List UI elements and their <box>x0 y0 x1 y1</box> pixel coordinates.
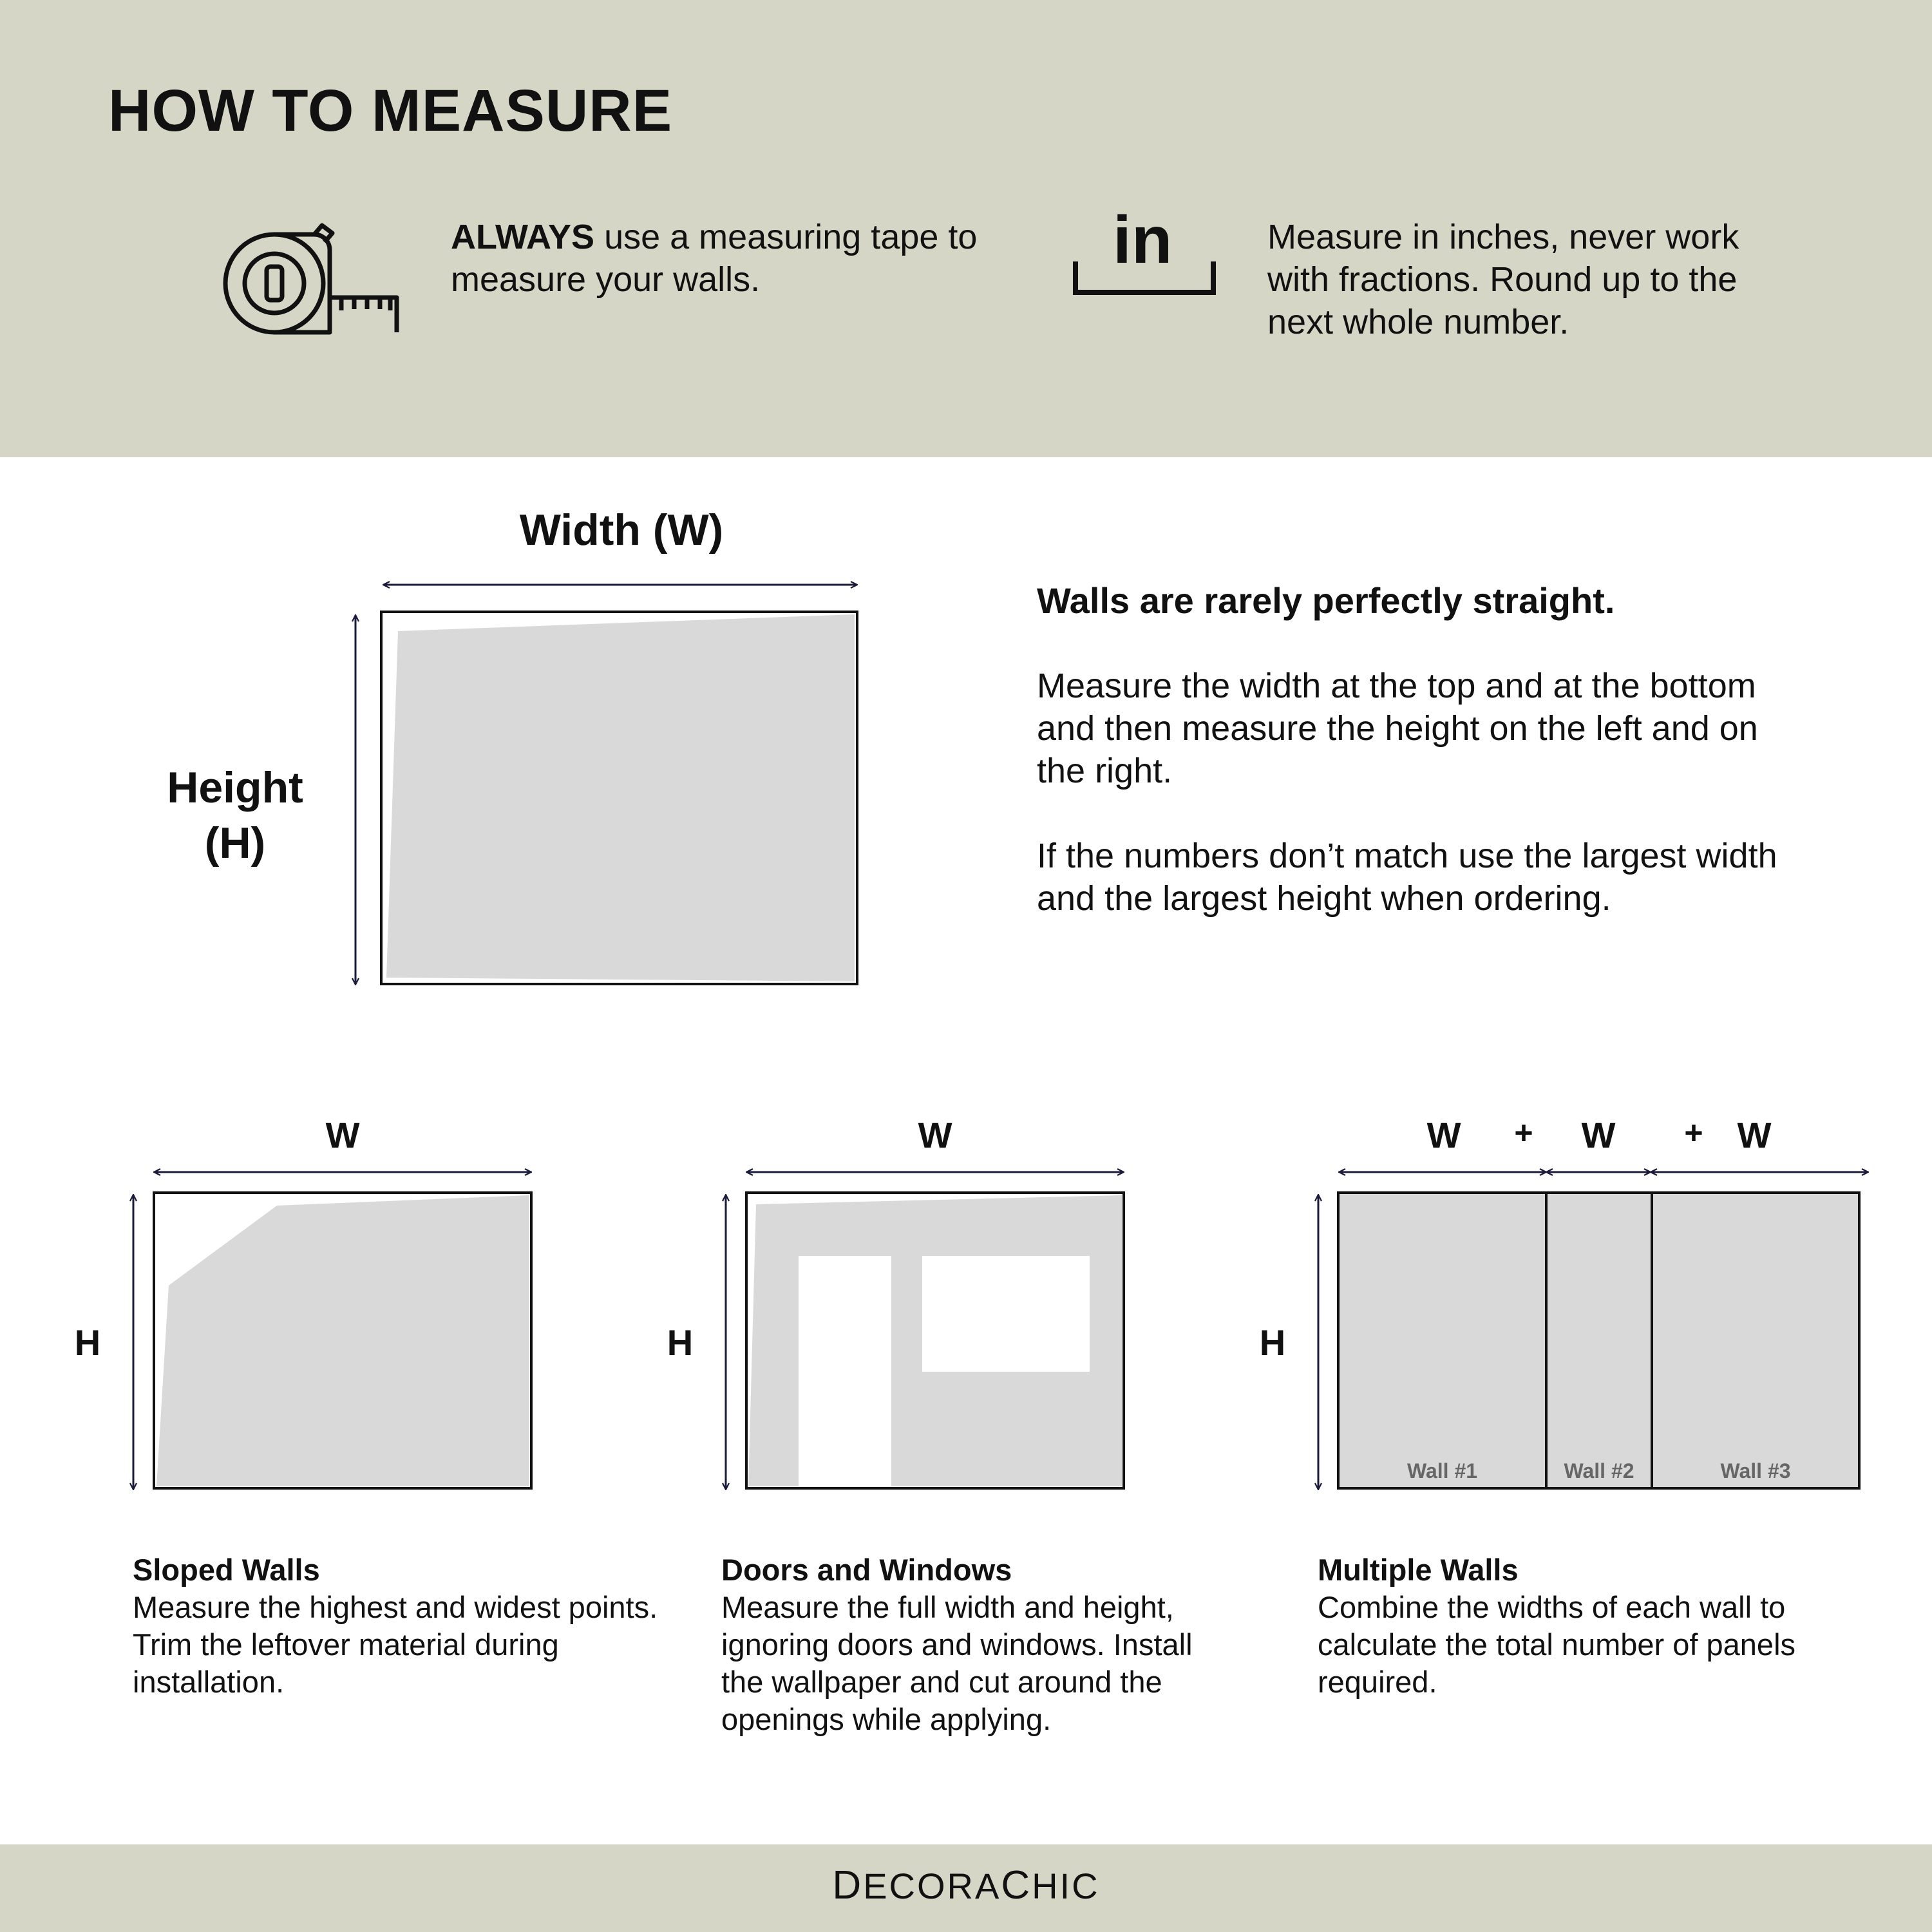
plus-sign-2: + <box>1684 1115 1703 1151</box>
sloped-heading: Sloped Walls <box>133 1553 320 1587</box>
tape-tip-strong: ALWAYS <box>451 218 595 256</box>
main-wall-diagram <box>355 585 857 984</box>
main-wall-fill <box>386 614 855 981</box>
multiple-body: Combine the widths of each wall to calculate the total number of panels required. <box>1318 1590 1796 1699</box>
wall1-label: Wall #1 <box>1406 1459 1478 1482</box>
multiple-heading: Multiple Walls <box>1318 1553 1519 1587</box>
doors-wall-diagram <box>726 1172 1124 1489</box>
doors-body: Measure the full width and height, ignoring doors and windows. Install the wallpaper and cut around the openings while applying. <box>721 1590 1193 1736</box>
wall2-w-label: W <box>1581 1115 1616 1155</box>
tape-tip-text: use a measuring tape to measure your walls. <box>451 218 978 299</box>
doors-h-label: H <box>667 1322 694 1363</box>
multiple-h-label: H <box>1259 1322 1286 1363</box>
door-opening <box>799 1256 891 1486</box>
sloped-wall-diagram <box>133 1172 531 1489</box>
height-label <box>129 760 341 871</box>
straight-para1: Measure the width at the top and at the bottom and then measure the height on the left and on the right. <box>1037 667 1758 790</box>
plus-sign-1: + <box>1514 1115 1533 1151</box>
doors-heading: Doors and Windows <box>721 1553 1012 1587</box>
sloped-h-label: H <box>74 1322 101 1363</box>
window-opening <box>922 1256 1090 1372</box>
sloped-w-label: W <box>325 1115 360 1155</box>
height-label-line1: Height <box>167 763 303 812</box>
wall3-w-label: W <box>1737 1115 1772 1155</box>
wall3-panel <box>1652 1193 1859 1488</box>
sloped-body: Measure the highest and widest points. Trim the leftover material during installation. <box>133 1590 658 1699</box>
wall1-panel <box>1338 1193 1546 1488</box>
inches-tip: Measure in inches, never work with fractions. Round up to the next whole number. <box>1267 218 1739 341</box>
straight-para2: If the numbers don’t match use the largest width and the largest height when ordering. <box>1037 837 1777 918</box>
inches-icon-text: in <box>1113 203 1173 278</box>
straight-heading: Walls are rarely perfectly straight. <box>1037 580 1615 621</box>
brand-logo: DECORACHIC <box>832 1863 1100 1908</box>
page-title: HOW TO MEASURE <box>108 78 673 144</box>
wall3-label: Wall #3 <box>1720 1459 1791 1482</box>
multiple-walls-diagram <box>1318 1172 1868 1489</box>
wall1-w-label: W <box>1426 1115 1461 1155</box>
width-label: Width (W) <box>519 506 724 554</box>
wall2-label: Wall #2 <box>1564 1459 1634 1482</box>
height-label-line2: (H) <box>204 819 266 867</box>
doors-w-label: W <box>918 1115 952 1155</box>
wall2-panel <box>1546 1193 1652 1488</box>
